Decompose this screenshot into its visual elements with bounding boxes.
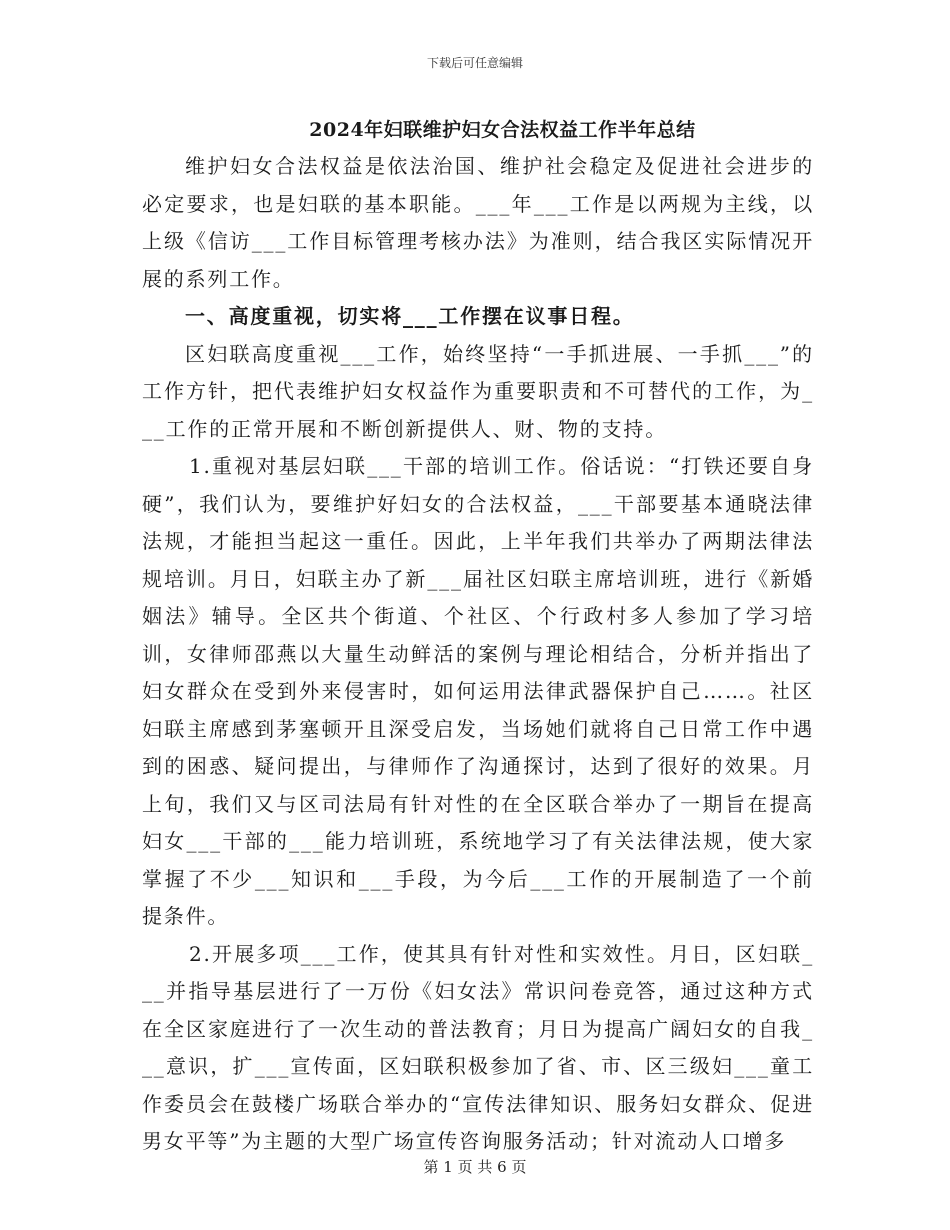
document-title: 2024年妇联维护妇女合法权益工作半年总结	[309, 119, 696, 141]
section-heading-1: 一、高度重视，切实将___工作摆在议事日程。	[185, 304, 635, 328]
section-1-paragraph: 区妇联高度重视___工作，始终坚持“一手抓进展、一手抓___”的工作方针，把代表维护妇女权益作为重要职责和不可替代的工作，为___工作的正常开展和不断创新提供人、财、物的支持。	[142, 341, 814, 441]
document-body	[142, 148, 814, 1161]
item-1-paragraph: 1.重视对基层妇联___干部的培训工作。俗话说：“打铁还要自身硬”，我们认为，要维护好妇女的合法权益，___干部要基本通晓法律法规，才能担当起这一重任。因此，上半年我们共举办了两期法律法规培训。月日，妇联主办了新___届社区妇联主席培训班，进行《新婚姻法》辅导。全区共个街道、个社区、个行政村多人参加了学习培训，女律师邵燕以大量生动鲜活的案例与理论相结合，分析并指出了妇女群众在受到外来侵害时，如何运用法律武器保护自己……。社区妇联主席感到茅塞顿开且深受启发，当场她们就将自己日常工作中遇到的困惑、疑问提出，与律师作了沟通探讨，达到了很好的效果。月上旬，我们又与区司法局有针对性的在全区联合举办了一期旨在提高妇女___干部的___能力培训班，系统地学习了有关法律法规，使大家掌握了不少___知识和___手段，为今后___工作的开展制造了一个前提条件。	[142, 454, 814, 928]
item-2-paragraph: 2.开展多项___工作，使其具有针对性和实效性。月日，区妇联___并指导基层进行了一万份《妇女法》常识问卷竞答，通过这种方式在全区家庭进行了一次生动的普法教育；月日为提高广阔妇女的自我___意识，扩___宣传面，区妇联积极参加了省、市、区三级妇___童工作委员会在鼓楼广场联合举办的“宣传法律知识、服务妇女群众、促进男女平等”为主题的大型广场宣传咨询服务活动；针对流动人口增多	[142, 941, 814, 1153]
page-number-footer: 第 1 页 共 6 页	[423, 1158, 527, 1176]
page-header-note: 下载后可任意编辑	[426, 56, 523, 70]
intro-paragraph: 维护妇女合法权益是依法治国、维护社会稳定及促进社会进步的必定要求，也是妇联的基本职能。___年___工作是以两规为主线，以上级《信访___工作目标管理考核办法》为准则，结合我区实际情况开展的系列工作。	[142, 154, 814, 291]
